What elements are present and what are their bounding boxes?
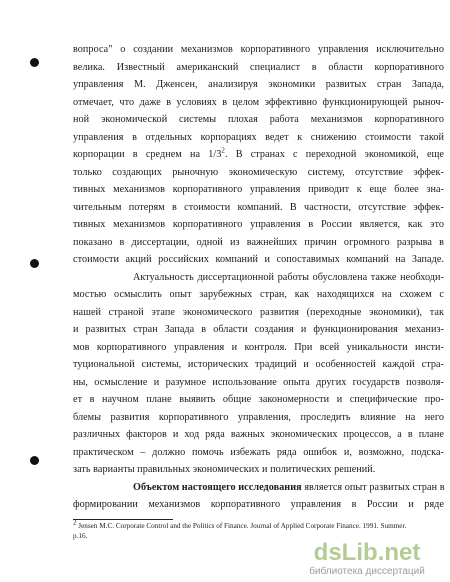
text-line: формировании механизмов корпоративного управления в России и ряде (73, 499, 444, 510)
text-line: ной экономической системы плохая работа механизмов корпоративного (73, 114, 444, 125)
watermark-subtitle: библиотека диссертаций (309, 566, 425, 577)
punch-hole-top (30, 58, 39, 67)
text-line: различных факторов и ход ряда важных экономических процессов, а в плане (73, 429, 444, 440)
footnote-text: Jensen M.C. Corporate Control and the Politics of Finance. Journal of Applied Corporate Finance. 1991. Summer. (76, 522, 407, 530)
text-line: практическом – должно помочь избежать ряда ошибок и, возможно, подска- (73, 446, 444, 458)
text-line: тивных механизмов корпоративного управления в России является, как это (73, 219, 444, 230)
text-line: только создающих рыночную экономическую систему, отсутствие эффек- (73, 166, 444, 178)
footnote-ref: 2 (221, 146, 225, 155)
text-line: чительным потерям в стоимости компаний. В частности, отсутствие эффек- (73, 201, 444, 213)
text-line: отмечает, что даже в условиях в целом эффективно функционирующей рыноч- (73, 96, 444, 108)
text-line-with-footnote (73, 147, 444, 162)
text-line: показано в диссертации, одной из важнейших причин огромного разрыва в (73, 236, 444, 248)
text-line: и развитых стран Запада в области создания и функционирования механиз- (73, 324, 444, 335)
text-line: зать варианты правильных экономических и политических решений. (73, 464, 376, 475)
punch-hole-bottom (30, 456, 39, 465)
text-line: управления в отдельных корпорациях ведет к снижению стоимости такой (73, 131, 444, 143)
text-line: блемы развития корпоративного управления, проследить влияние на него (73, 411, 444, 423)
text-line: вопроса" о создании механизмов корпоративного управления исключительно (73, 44, 444, 55)
footnote-continuation: p.16. (73, 532, 88, 540)
text-line: ны, осмысление и разумное использование опыта других государств позволя- (73, 376, 444, 388)
text-line (133, 480, 444, 495)
text-line: стоимости акций российских компаний и сопоставимых компаний на Западе. (73, 254, 444, 265)
text-line: управления М. Дженсен, анализируя экономики развитых стран Запада, (73, 79, 444, 90)
text-line: ет в научном плане выявить общие закономерности и специфические про- (73, 394, 444, 405)
footnote-divider (73, 519, 173, 520)
footnote (73, 518, 407, 531)
text-fragment: . В странах с переходной экономикой, еще (224, 149, 444, 160)
watermark (292, 540, 442, 578)
bold-term: Объектом настоящего исследования (133, 481, 302, 493)
text-line: туциональной системы, исторических традиций и особенностей каждой стра- (73, 359, 444, 370)
text-line: мостью осмыслить опыт зарубежных стран, как находящихся на схожем с (73, 289, 444, 300)
text-line: нашей страной этапе экономического развития (переходные экономики), так (73, 306, 444, 318)
text-fragment: корпорации в среднем на 1/3 (73, 149, 222, 160)
text-fragment: является опыт развитых стран в (301, 481, 445, 493)
text-line: тивных механизмов корпоративного управления приводит к еще более зна- (73, 184, 444, 195)
text-line: мов корпоративного управления и контроля. При всей уникальности инсти- (73, 341, 444, 353)
text-line: велика. Известный американский специалист в области корпоративного (73, 61, 444, 73)
footnote-mark: 2 (73, 518, 77, 527)
text-line: Актуальность диссертационной работы обусловлена также необходи- (133, 271, 444, 283)
watermark-logo: dsLib.net (313, 539, 421, 566)
punch-hole-middle (30, 259, 39, 268)
